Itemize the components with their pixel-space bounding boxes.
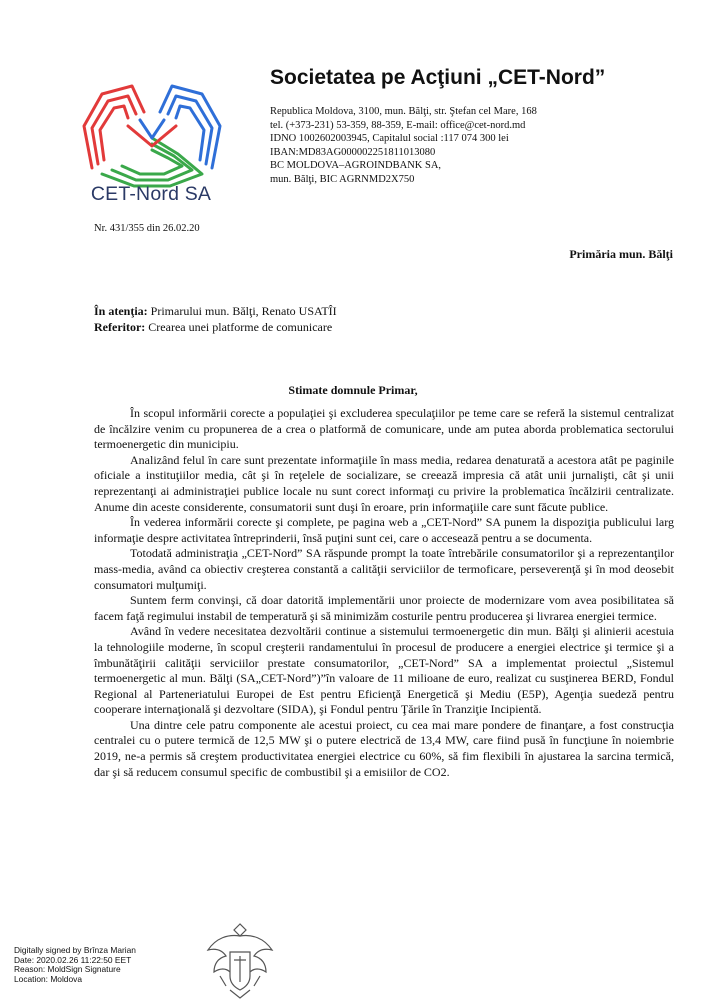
paragraph: Totodată administraţia „CET-Nord” SA răspunde prompt la toate întrebările consumatorilor şi a reprezentanţilor mass-media, având ca obiectiv creşterea constantă a calităţii serviciilor de termoficare, perseverenţă şi în mod deosebit consumatori mulţumiţi. xyxy=(94,546,674,592)
company-iban: IBAN:MD83AG000002251811013080 xyxy=(270,146,436,158)
company-details xyxy=(270,105,537,186)
company-idno: IDNO 1002602003945, Capitalul social :117 074 300 lei xyxy=(270,133,509,144)
paragraph: Una dintre cele patru componente ale acestui proiect, cu cea mai mare pondere de finanţare, a fost construcţia centralei cu o putere termică de 12,5 MW şi o putere electrică de 13,4 MW, care fiind pusă în funcţiune în noiembrie 2019, ne-a permis să creştem productivitatea energiei electrice cu 60%, să fim flexibili în ajustarea la sarcina termică, dar şi să reducem consumul specific de combustibil şi a emisiilor de CO2. xyxy=(94,717,674,779)
signature-signer: Digitally signed by Brînza Marian xyxy=(14,945,136,955)
company-logo-icon xyxy=(62,68,242,190)
coat-of-arms-icon xyxy=(200,916,280,1000)
subject-value: Crearea unei platforme de comunicare xyxy=(145,320,333,334)
attention-value: Primarului mun. Bălţi, Renato USATÎI xyxy=(147,304,337,318)
paragraph: Având în vedere necesitatea dezvoltării continue a sistemului termoenergetic din mun. Bălţi şi alinierii acestuia la tehnologiile moderne, în scopul creşterii randamentului în procesul de producere a energiei electrice şi termice şi a îmbunătăţirii calităţii serviciilor prestate consumatorilor, „CET-Nord” SA a implementat proiectul „Sistemul termoenergetic al mun. Bălţi (SA„CET-Nord”)”în valoare de 11 milioane de euro, realizat cu susţinerea BERD, Fondul Regional al Parteneriatului Europei de Est pentru Eficienţă Energetică şi Mediu (E5P), Agenţia suedeză pentru cooperare internaţională şi dezvoltare (SIDA), şi Fondul pentru Ţările în Tranziţie Incipientă. xyxy=(94,624,674,717)
digital-signature xyxy=(14,946,136,984)
paragraph: În scopul informării corecte a populaţiei şi excluderea speculaţiilor pe teme care se referă la sistemul centralizat de încălzire venim cu propunerea de a crea o platformă de comunicare, unde am putea aborda problematica sectorului termoenergetic din municipiu. xyxy=(94,406,674,452)
paragraph: Suntem ferm convinşi, că doar datorită implementării unor proiecte de modernizare vom avea posibilitatea să facem faţă regimului instabil de temperatură şi să minimizăm costurile pentru producerea şi livrarea energiei termice. xyxy=(94,593,674,623)
company-contacts: tel. (+373-231) 53-359, 88-359, E-mail: office@cet-nord.md xyxy=(270,119,526,131)
reference-number: Nr. 431/355 din 26.02.20 xyxy=(94,223,200,234)
signature-date: Date: 2020.02.26 11:22:50 EET xyxy=(14,954,132,965)
subject-label: Referitor: xyxy=(94,320,146,334)
attention-label: În atenţia: xyxy=(94,304,148,318)
attention-block xyxy=(94,303,337,335)
salutation: Stimate domnule Primar, xyxy=(288,383,418,397)
company-address: Republica Moldova, 3100, mun. Bălţi, str. Ştefan cel Mare, 168 xyxy=(270,106,537,117)
signature-reason: Reason: MoldSign Signature xyxy=(14,964,121,974)
letter-body xyxy=(94,406,674,780)
paragraph: Analizând felul în care sunt prezentate informaţiile în mass media, redarea denaturată a acestora atât pe paginile oficiale a instituţiilor media, cât şi în reţelele de socializare, se creează impresia că atât unii jurnalişti, cât şi unii reprezentanţi ai administraţiei publice locale nu sunt corect informaţi cu privire la problematica încălzirii centralizate. Anume din aceste considerente, consumatorii sunt duşi în eroare, prin informaţiile care sunt făcute publice. xyxy=(94,452,674,514)
subject-line xyxy=(94,319,337,335)
signature-location: Location: Moldova xyxy=(14,973,82,984)
paragraph: În vederea informării corecte şi complete, pe pagina web a „CET-Nord” SA punem la dispoziţia publicului larg informaţie despre activitatea întreprinderii, însă puţini sunt cei, care o accesează pentru a se documenta. xyxy=(94,515,674,545)
logo-text: CET-Nord SA xyxy=(90,183,212,205)
recipient: Primăria mun. Bălţi xyxy=(569,247,673,261)
attention-line xyxy=(94,303,337,319)
company-bank: BC MOLDOVA–AGROINDBANK SA, xyxy=(270,160,442,171)
company-bic: mun. Bălţi, BIC AGRNMD2X750 xyxy=(270,173,415,185)
company-name: Societatea pe Acţiuni „CET-Nord” xyxy=(270,66,606,89)
